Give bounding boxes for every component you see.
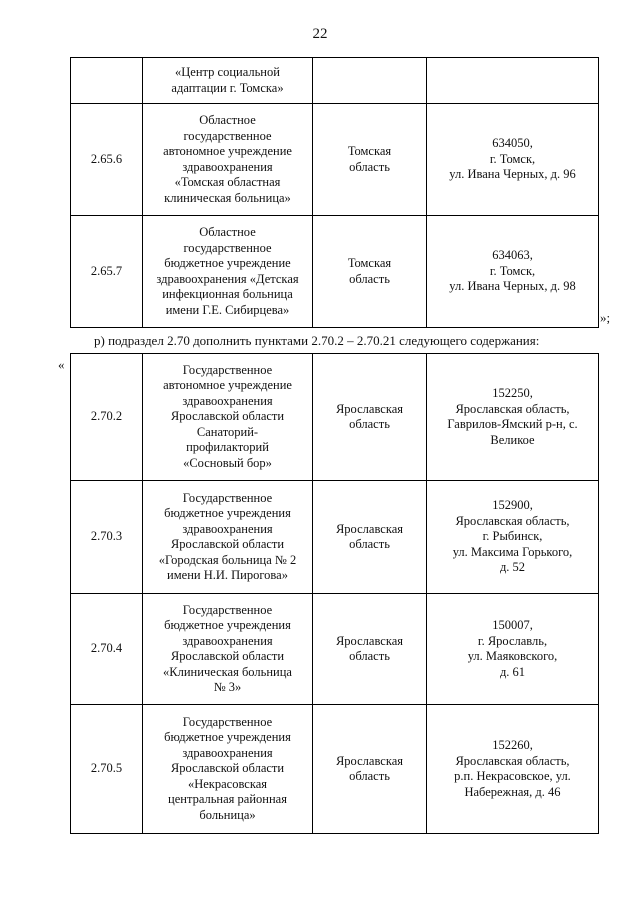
region-cell: Ярославская область — [313, 705, 427, 834]
row-number-cell: 2.65.6 — [71, 104, 143, 216]
row-number-cell: 2.70.5 — [71, 705, 143, 834]
table-row — [71, 481, 599, 594]
closing-quote-mark: »; — [600, 310, 611, 325]
address-cell — [427, 58, 599, 104]
table-row — [71, 705, 599, 834]
region-cell: Ярославская область — [313, 594, 427, 705]
institution-name-cell: Областное государственное автономное учреждение здравоохранения «Томская областная клиническая больница» — [143, 104, 313, 216]
institution-name-cell: Государственное бюджетное учреждения здравоохранения Ярославской области «Городская больница № 2 имени Н.И. Пирогова» — [143, 481, 313, 594]
institution-name-cell: Государственное бюджетное учреждения здравоохранения Ярославской области «Некрасовская центральная районная больница» — [143, 705, 313, 834]
institution-name-cell: Государственное автономное учреждение здравоохранения Ярославской области Санаторий- профилакторий «Сосновый бор» — [143, 354, 313, 481]
institution-name-cell: «Центр социальной адаптации г. Томска» — [143, 58, 313, 104]
address-cell: 634063, г. Томск, ул. Ивана Черных, д. 98 — [427, 216, 599, 328]
row-number-cell: 2.65.7 — [71, 216, 143, 328]
table-row — [71, 58, 599, 104]
address-cell: 152900, Ярославская область, г. Рыбинск, ул. Максима Горького, д. 52 — [427, 481, 599, 594]
address-cell: 150007, г. Ярославль, ул. Маяковского, д. 61 — [427, 594, 599, 705]
address-cell: 152260, Ярославская область, р.п. Некрасовское, ул. Набережная, д. 46 — [427, 705, 599, 834]
institutions-table-yaroslavl — [70, 353, 599, 834]
subsection-amendment-text: р) подраздел 2.70 дополнить пунктами 2.70.2 – 2.70.21 следующего содержания: — [94, 333, 540, 348]
institution-name-cell: Государственное бюджетное учреждения здравоохранения Ярославской области «Клиническая больница № 3» — [143, 594, 313, 705]
institutions-table-tomsk — [70, 57, 599, 328]
row-number-cell: 2.70.3 — [71, 481, 143, 594]
region-cell: Томская область — [313, 216, 427, 328]
opening-quote-mark: « — [58, 357, 65, 372]
row-number-cell: 2.70.4 — [71, 594, 143, 705]
region-cell: Томская область — [313, 104, 427, 216]
institution-name-cell: Областное государственное бюджетное учреждение здравоохранения «Детская инфекционная больница имени Г.Е. Сибирцева» — [143, 216, 313, 328]
table-row — [71, 216, 599, 328]
address-cell: 634050, г. Томск, ул. Ивана Черных, д. 96 — [427, 104, 599, 216]
address-cell: 152250, Ярославская область, Гаврилов-Ямский р-н, с. Великое — [427, 354, 599, 481]
table-row — [71, 594, 599, 705]
row-number-cell — [71, 58, 143, 104]
page-number: 22 — [312, 26, 328, 42]
table-row — [71, 104, 599, 216]
region-cell: Ярославская область — [313, 354, 427, 481]
table-row — [71, 354, 599, 481]
row-number-cell: 2.70.2 — [71, 354, 143, 481]
region-cell: Ярославская область — [313, 481, 427, 594]
region-cell — [313, 58, 427, 104]
